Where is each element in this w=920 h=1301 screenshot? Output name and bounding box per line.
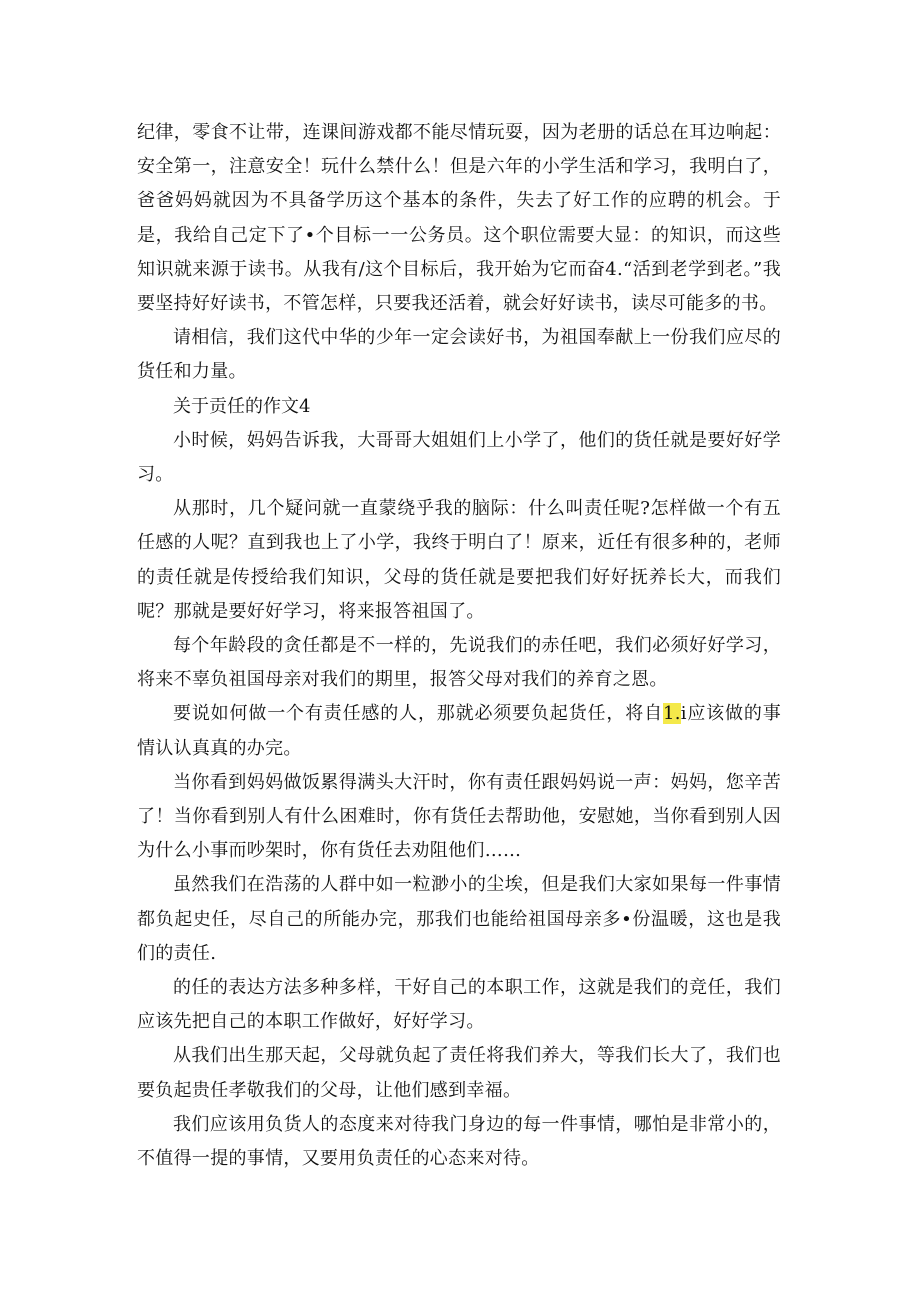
document-body xyxy=(137,116,781,1176)
paragraph-closing: 请相信，我们这代中华的少年一定会读好书，为祖国奉献上一份我们应尽的货任和力量。 xyxy=(137,327,781,383)
paragraph-2: 从那时，几个疑问就一直蒙绕乎我的脑际：什么叫责任呢?怎样做一个有五任感的人呢？直到我也上了小学，我终于明白了！原来，近任有很多种的，老师的责任就是传授给我们知识，父母的货任就是要把我们好好抚养长大，而我们呢？那就是要好好学习，将来报答祖国了。 xyxy=(137,498,781,622)
paragraph-4 xyxy=(137,697,781,765)
paragraph-6: 虽然我们在浩荡的人群中如一粒渺小的尘埃，但是我们大家如果每一件事情都负起史任，尽自己的所能办完，那我们也能给祖国母亲多•份温暖，这也是我们的责任. xyxy=(137,874,781,964)
paragraph-4-after: i应该做的事情认认真真的办完。 xyxy=(137,703,781,759)
paragraph-5: 当你看到妈妈做饭累得满头大汗时，你有责任跟妈妈说一声：妈妈，您辛苦了！当你看到别人有什么困难时，你有货任去帮助他，安慰她，当你看到别人因为什么小事而吵架时，你有货任去劝阻他们…… xyxy=(137,771,781,862)
highlighted-text: 1. xyxy=(662,703,681,725)
paragraph-9: 我们应该用负货人的态度来对待我门身边的每一件事情，哪怕是非常小的，不值得一提的事情，又要用负责任的心态来对待。 xyxy=(137,1113,781,1170)
paragraph-continuation: 纪律，零食不让带，连课间游戏都不能尽情玩耍，因为老册的话总在耳边响起：安全第一，注意安全！玩什么禁什么！但是六年的小学生活和学习，我明白了，爸爸妈妈就因为不具备学历这个基本的条件，失去了好工作的应聘的机会。于是，我给自己定下了•个目标一一公务员。这个职位需要大显：的知识，而这些知识就来源于读书。从我有/这个目标后，我开始为它而奋4.“活到老学到老。”我要坚持好好读书，不管怎样，只要我还活着，就会好好读书，读尽可能多的书。 xyxy=(137,122,781,315)
section-heading: 关于贡任的作文4 xyxy=(173,395,311,417)
paragraph-3: 每个年龄段的贪任都是不一样的，先说我们的赤任吧，我们必须好好学习，将来不辜负祖国母亲对我们的期里，报答父母对我们的养育之恩。 xyxy=(137,635,781,691)
paragraph-8: 从我们出生那天起，父母就负起了责任将我们养大，等我们长大了，我们也要负起贵任孝敬我们的父母，让他们感到幸福。 xyxy=(137,1045,781,1101)
paragraph-4-before: 要说如何做一个有责任感的人，那就必须要负起货任，将自 xyxy=(173,703,663,725)
paragraph-1: 小时候，妈妈告诉我，大哥哥大姐姐们上小学了，他们的货任就是要好好学习。 xyxy=(137,429,781,486)
paragraph-7: 的任的表达方法多种多样，干好自己的本职工作，这就是我们的竞任，我们应该先把自己的本职工作做好，好好学习。 xyxy=(137,977,781,1033)
